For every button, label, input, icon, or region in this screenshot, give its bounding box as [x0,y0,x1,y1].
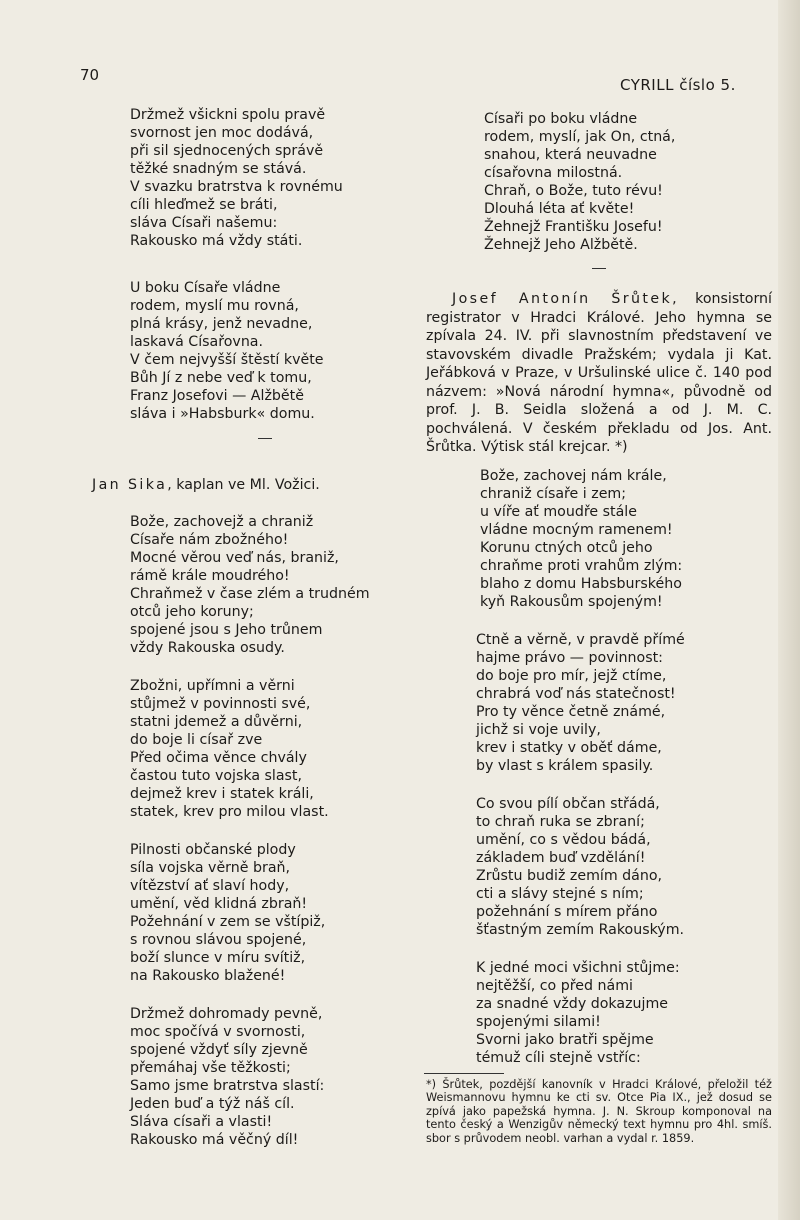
verse-line: Žehnejž Jeho Alžbětě. [484,237,638,253]
verse-line: cíli hleďmež se bráti, [130,197,278,213]
poem-stanza [130,841,430,985]
poem-stanza [484,110,772,254]
verse-line: nejtěžší, co před námi [476,977,633,994]
verse-line: častou tuto vojska slast, [130,768,303,784]
author-paragraph [426,290,772,457]
verse-line: Mocné věrou veď nás, braniž, [130,550,339,566]
verse-line: to chraň ruka se zbraní; [476,813,645,830]
verse-line: plná krásy, jenž nevadne, [130,316,313,332]
verse-line: Císaři po boku vládne [484,111,638,127]
verse-line: při sil sjednocených správě [130,143,324,159]
verse-line: krev i statky v oběť dáme, [476,739,662,756]
poem-stanza [130,106,430,250]
verse-line: vždy Rakouska osudy. [130,640,285,656]
author-description: , kaplan ve Ml. Vožici. [167,477,320,493]
poem-stanza [476,631,772,775]
verse-line: moc spočívá v svornosti, [130,1024,306,1040]
poem-stanza [130,513,430,657]
verse-line: základem buď vzdělání! [476,849,646,866]
verse-line: za snadné vždy dokazujme [476,995,668,1012]
verse-line: Co svou pílí občan střádá, [476,795,660,812]
verse-line: Držmež dohromady pevně, [130,1006,323,1022]
verse-line: císařovna milostná. [484,165,623,181]
verse-line: spojené vždyť síly zjevně [130,1042,308,1058]
poem-stanza [476,959,772,1067]
verse-line: jichž si voje uvily, [476,721,601,738]
verse-line: do boje pro mír, jejž ctíme, [476,667,667,684]
verse-line: U boku Císaře vládne [130,280,281,296]
verse-line: boží slunce v míru svítiž, [130,950,306,966]
verse-line: síla vojska věrně braň, [130,860,291,876]
verse-line: do boje li císař zve [130,732,263,748]
poem-stanza [130,1005,430,1149]
verse-line: Císaře nám zbožného! [130,532,289,548]
verse-line: Chraň, o Bože, tuto révu! [484,183,663,199]
verse-line: sláva Císaři našemu: [130,215,278,231]
verse-line: rámě krále moudrého! [130,568,290,584]
verse-line: vládne mocným ramenem! [480,521,673,538]
author-description: , konsistorní registrator v Hradci Králové. Jeho hymna se zpívala 24. IV. při slavnostním představení ve stavovském divadle Pražském; vydala ji Kat. Jeřábková v Praze, v Uršulinské ulice č. 140 pod názvem: »Nová národní hymna«, původně od prof. J. B. Seidla složená a od J. M. C. pochválená. V českém překladu od Jos. Ant. Šrůtka. Výtisk stál krejcar. *) [426,291,772,455]
verse-line: Držmež všickni spolu pravě [130,107,326,123]
verse-line: chraniž císaře i zem; [480,485,627,502]
verse-line: Bože, zachovejž a chraniž [130,514,314,530]
verse-line: spojenými silami! [476,1013,601,1030]
verse-line: hajme právo — povinnost: [476,649,663,666]
verse-line: Svorni jako bratři spějme [476,1031,654,1048]
verse-line: cti a slávy stejné s ním; [476,885,644,902]
poem-stanza [130,677,430,821]
verse-line: laskavá Císařovna. [130,334,264,350]
left-column [92,106,430,1149]
verse-line: Požehnání v zem se vštípiž, [130,914,326,930]
right-column [426,110,772,1145]
verse-line: Sláva císaři a vlasti! [130,1114,273,1130]
verse-line: přemáhaj vše těžkosti; [130,1060,291,1076]
verse-line: sláva i »Habsburk« domu. [130,406,315,422]
verse-line: blaho z domu Habsburského [480,575,682,592]
page-number: 70 [80,66,100,84]
verse-line: umění, věd klidná zbraň! [130,896,308,912]
verse-line: Samo jsme bratrstva slastí: [130,1078,325,1094]
verse-line: Bůh Jí z nebe veď k tomu, [130,370,312,386]
verse-line: Zrůstu budiž zemím dáno, [476,867,663,884]
verse-line: s rovnou slávou spojené, [130,932,307,948]
verse-line: Chraňmež v čase zlém a trudném [130,586,370,602]
verse-line: stůjmež v povinnosti své, [130,696,311,712]
verse-line: šťastným zemím Rakouským. [476,921,685,938]
verse-line: Rakousko má vždy státi. [130,233,303,249]
verse-line: snahou, která neuvadne [484,147,657,163]
verse-line: statek, krev pro milou vlast. [130,804,329,820]
author-name: Jan Sika [92,477,168,493]
verse-line: Bože, zachovej nám krále, [480,467,667,484]
verse-line: Rakousko má věčný díl! [130,1132,299,1148]
verse-line: V čem nejvyšší štěstí květe [130,352,324,368]
verse-line: u víře ať moudře stále [480,503,637,520]
poem-stanza [476,795,772,939]
running-title: CYRILL číslo 5. [620,76,736,94]
verse-line: Jeden buď a týž náš cíl. [130,1096,295,1112]
verse-line: statni jdemež a důvěrni, [130,714,303,730]
verse-line: Dlouhá léta ať květe! [484,201,635,217]
verse-line: Franz Josefovi — Alžbětě [130,388,304,404]
verse-line: kyň Rakousům spojeným! [480,593,663,610]
author-line [92,476,430,494]
verse-line: chraňme proti vrahům zlým: [480,557,683,574]
verse-line: by vlast s králem spasily. [476,757,654,774]
verse-line: Pro ty věnce četně známé, [476,703,666,720]
verse-line: Ctně a věrně, v pravdě přímé [476,631,685,648]
verse-line: K jedné moci všichni stůjme: [476,959,680,976]
author-name: Josef Antonín Šrůtek [452,291,673,307]
verse-line: Zbožni, upřímni a věrni [130,678,295,694]
verse-line: rodem, myslí mu rovná, [130,298,299,314]
footnote: *) Šrůtek, pozdější kanovník v Hradci Králové, přeložil též Weismannovu hymnu ke cti sv. Otce Pia IX., jež dosud se zpívá jako papežská hymna. J. N. Skroup komponoval na tento český a Wenzigův německý text hymnu pro 4hl. smíš. sbor s průvodem neobl. varhan a vydal r. 1859. [426,1077,772,1145]
verse-line: těžké snadným se stává. [130,161,307,177]
verse-line: vítězství ať slaví hody, [130,878,290,894]
poem-stanza [480,467,772,611]
verse-line: Žehnejž Františku Josefu! [484,219,663,235]
verse-line: rodem, myslí, jak On, ctná, [484,129,676,145]
verse-line: chrabrá voď nás statečnost! [476,685,676,702]
verse-line: V svazku bratrstva k rovnému [130,179,343,195]
verse-line: Korunu ctných otců jeho [480,539,653,556]
verse-line: požehnání s mírem přáno [476,903,658,920]
verse-line: Pilnosti občanské plody [130,842,296,858]
poem-stanza [130,279,430,423]
verse-line: svornost jen moc dodává, [130,125,314,141]
verse-line: témuž cíli stejně vstříc: [476,1049,641,1066]
page-edge [778,0,800,1220]
verse-line: Před očima věnce chvály [130,750,307,766]
verse-line: umění, co s vědou bádá, [476,831,651,848]
verse-line: na Rakousko blažené! [130,968,286,984]
verse-line: otců jeho koruny; [130,604,254,620]
verse-line: spojené jsou s Jeho trůnem [130,622,323,638]
verse-line: dejmež krev i statek králi, [130,786,314,802]
